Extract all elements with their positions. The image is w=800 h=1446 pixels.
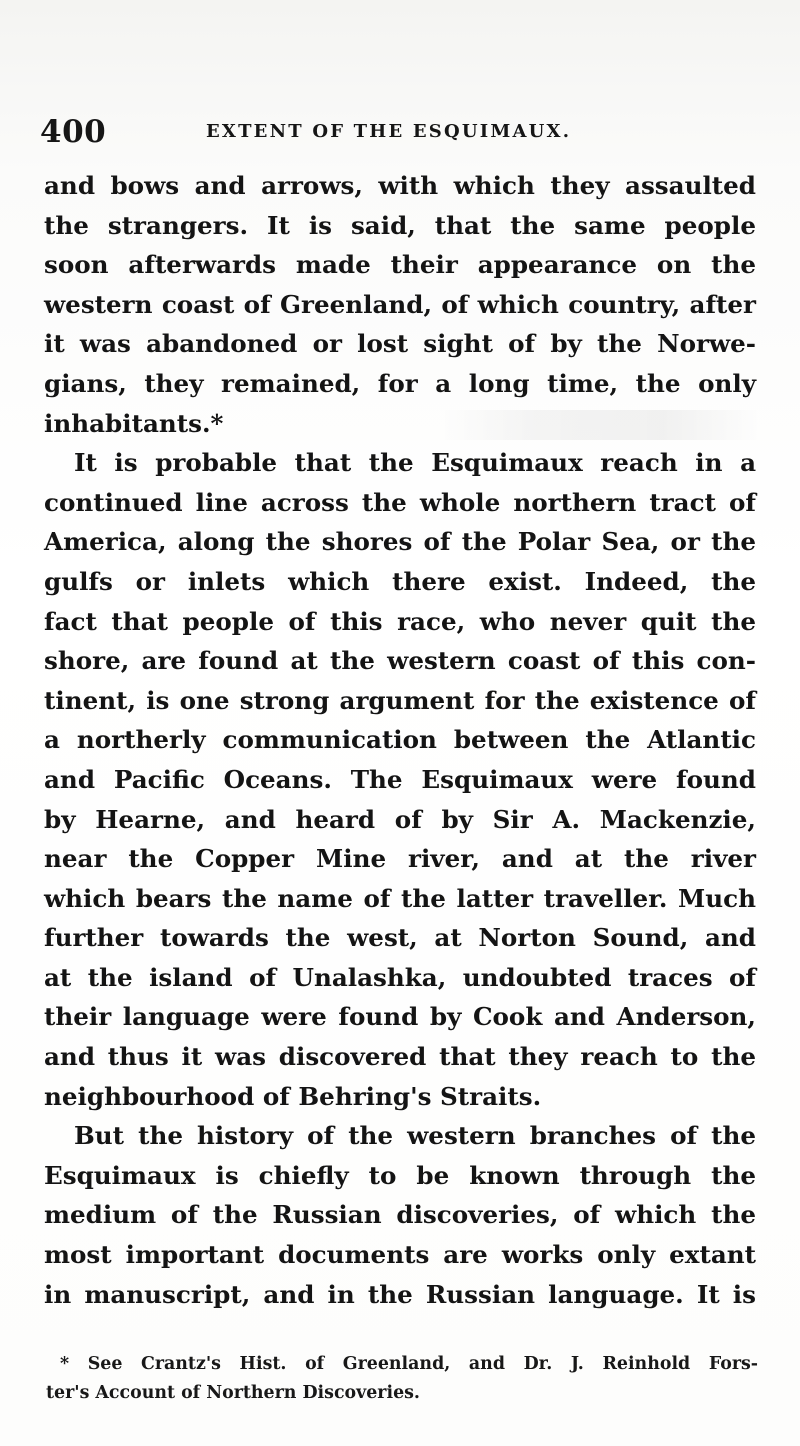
text-line: neighbourhood of Behring's Straits. xyxy=(44,1081,542,1111)
footnote-line: * See Crantz's Hist. of Greenland, and Dr. J. Reinhold Fors- xyxy=(60,1354,758,1374)
footnote-line: ter's Account of Northern Discoveries. xyxy=(46,1383,420,1403)
text-line: Esquimaux is chiefly to be known through the xyxy=(44,1160,756,1190)
text-line: tinent, is one strong argument for the existence of xyxy=(44,685,756,715)
text-line: near the Copper Mine river, and at the river xyxy=(44,844,756,874)
text-line: shore, are found at the western coast of this con- xyxy=(44,646,756,676)
text-line: by Hearne, and heard of by Sir A. Mackenzie, xyxy=(44,804,756,834)
text-line: and thus it was discovered that they reach to the xyxy=(44,1042,756,1072)
text-line: soon afterwards made their appearance on the xyxy=(44,250,756,280)
text-line: further towards the west, at Norton Sound, and xyxy=(44,923,756,953)
body-text xyxy=(44,166,756,1314)
footnote xyxy=(46,1350,758,1408)
text-line: it was abandoned or lost sight of by the Norwe- xyxy=(44,329,756,359)
running-head: EXTENT OF THE ESQUIMAUX. xyxy=(206,121,572,142)
text-line: most important documents are works only extant xyxy=(44,1240,756,1270)
paragraph-first-line: But the history of the western branches of the xyxy=(74,1121,756,1151)
text-line: and Pacific Oceans. The Esquimaux were found xyxy=(44,764,756,794)
text-line: at the island of Unalashka, undoubted traces of xyxy=(44,962,756,992)
text-line: continued line across the whole northern tract of xyxy=(44,487,756,517)
page-number: 400 xyxy=(40,114,107,150)
text-line: inhabitants.* xyxy=(44,408,224,438)
text-line: gulfs or inlets which there exist. Indeed, the xyxy=(44,566,756,596)
text-line: and bows and arrows, with which they assaulted xyxy=(44,171,756,200)
text-line: in manuscript, and in the Russian language. It is xyxy=(44,1279,756,1309)
paragraph-first-line: It is probable that the Esquimaux reach in a xyxy=(74,448,756,478)
text-line: which bears the name of the latter traveller. Much xyxy=(44,883,756,913)
text-line: western coast of Greenland, of which country, after xyxy=(44,289,756,319)
text-line: a northerly communication between the Atlantic xyxy=(44,725,756,755)
text-line: gians, they remained, for a long time, the only xyxy=(44,368,756,398)
text-line: fact that people of this race, who never quit the xyxy=(44,606,756,636)
text-line: their language were found by Cook and Anderson, xyxy=(44,1002,756,1032)
text-line: the strangers. It is said, that the same people xyxy=(44,210,756,240)
page-header xyxy=(38,112,768,152)
text-line: America, along the shores of the Polar Sea, or the xyxy=(44,527,756,557)
text-line: medium of the Russian discoveries, of which the xyxy=(44,1200,756,1230)
